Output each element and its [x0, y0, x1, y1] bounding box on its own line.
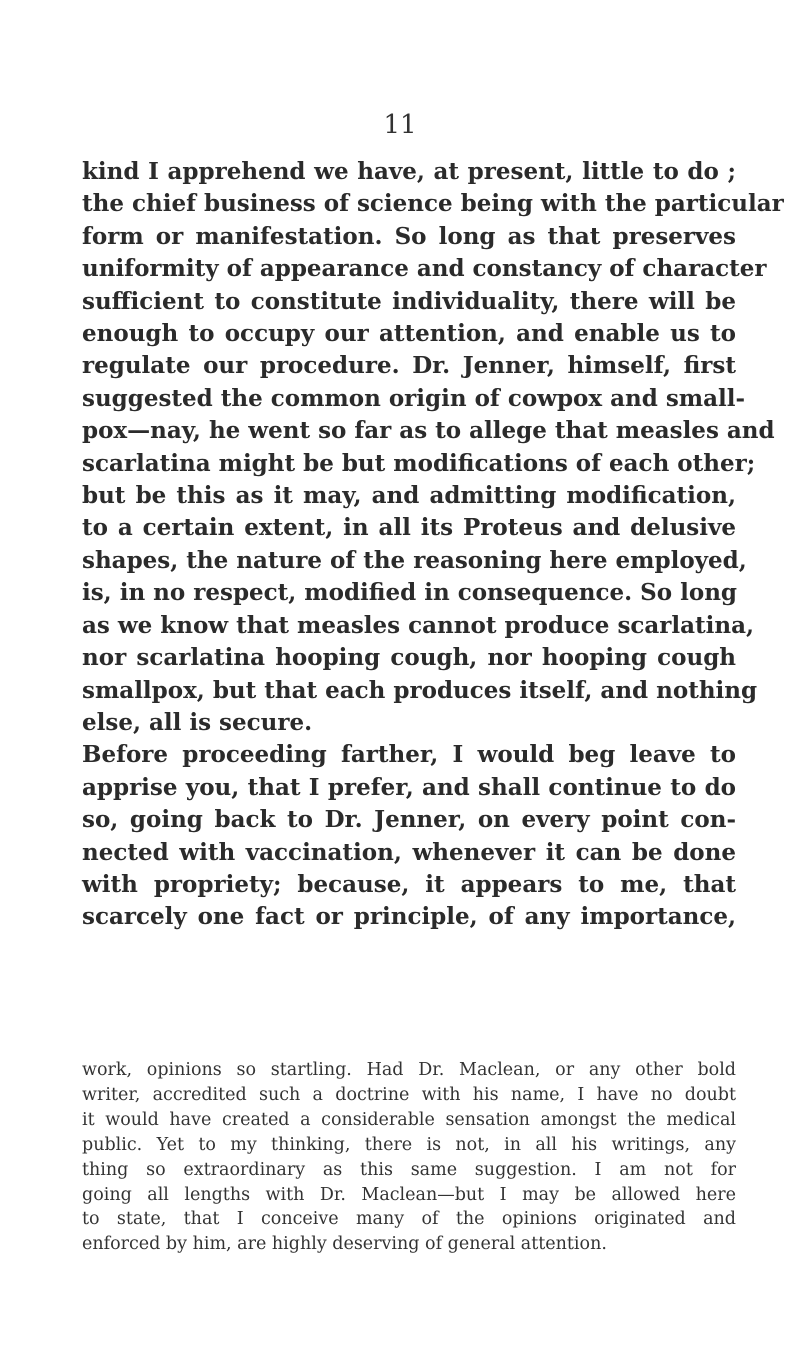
text-line: scarcely one fact or principle, of any importance,	[82, 903, 736, 931]
footnote-line: it would have created a considerable sensation amongst the medical	[82, 1109, 736, 1130]
footnote-block	[82, 1058, 736, 1257]
footnote-line: writer, accredited such a doctrine with his name, I have no doubt	[82, 1084, 736, 1105]
text-line: pox—nay, he went so far as to allege that measles and	[82, 417, 775, 445]
text-line: but be this as it may, and admitting modification,	[82, 482, 736, 510]
text-line: shapes, the nature of the reasoning here employed,	[82, 546, 747, 574]
text-line: sufficient to constitute individuality, there will be	[82, 287, 736, 315]
footnote-line: enforced by him, are highly deserving of general attention.	[82, 1234, 607, 1255]
text-line: so, going back to Dr. Jenner, on every point con-	[82, 806, 736, 834]
text-line: form or manifestation. So long as that preserves	[82, 222, 736, 250]
main-text-block	[82, 156, 784, 934]
text-line: Before proceeding farther, I would beg leave to	[82, 741, 736, 769]
text-line: to a certain extent, in all its Proteus and delusive	[82, 514, 736, 542]
page-number: 11	[383, 110, 417, 140]
text-line: regulate our procedure. Dr. Jenner, himself, first	[82, 352, 736, 380]
text-line: as we know that measles cannot produce scarlatina,	[82, 611, 755, 639]
text-line: nected with vaccination, whenever it can be done	[82, 838, 736, 866]
text-line: smallpox, but that each produces itself, and nothing	[82, 676, 758, 704]
text-line: the chief business of science being with the particular	[82, 190, 784, 218]
text-line: scarlatina might be but modifications of each other;	[82, 449, 756, 477]
text-line: uniformity of appearance and constancy of character	[82, 255, 767, 283]
text-line: with propriety; because, it appears to me, that	[82, 870, 736, 898]
text-line: apprise you, that I prefer, and shall continue to do	[82, 773, 736, 801]
footnote-line: thing so extraordinary as this same suggestion. I am not for	[82, 1159, 736, 1180]
text-line: suggested the common origin of cowpox and small-	[82, 384, 746, 412]
footnote-line: going all lengths with Dr. Maclean—but I may be allowed here	[82, 1184, 736, 1205]
text-line: nor scarlatina hooping cough, nor hooping cough	[82, 644, 736, 672]
text-line: else, all is secure.	[82, 708, 313, 736]
footnote-line: to state, that I conceive many of the opinions originated and	[82, 1209, 736, 1230]
text-line: kind I apprehend we have, at present, little to do ;	[82, 158, 736, 185]
footnote-line: public. Yet to my thinking, there is not, in all his writings, any	[82, 1134, 736, 1155]
footnote-line: work, opinions so startling. Had Dr. Maclean, or any other bold	[82, 1060, 736, 1080]
text-line: is, in no respect, modified in consequence. So long	[82, 579, 738, 607]
text-line: enough to occupy our attention, and enable us to	[82, 320, 736, 348]
